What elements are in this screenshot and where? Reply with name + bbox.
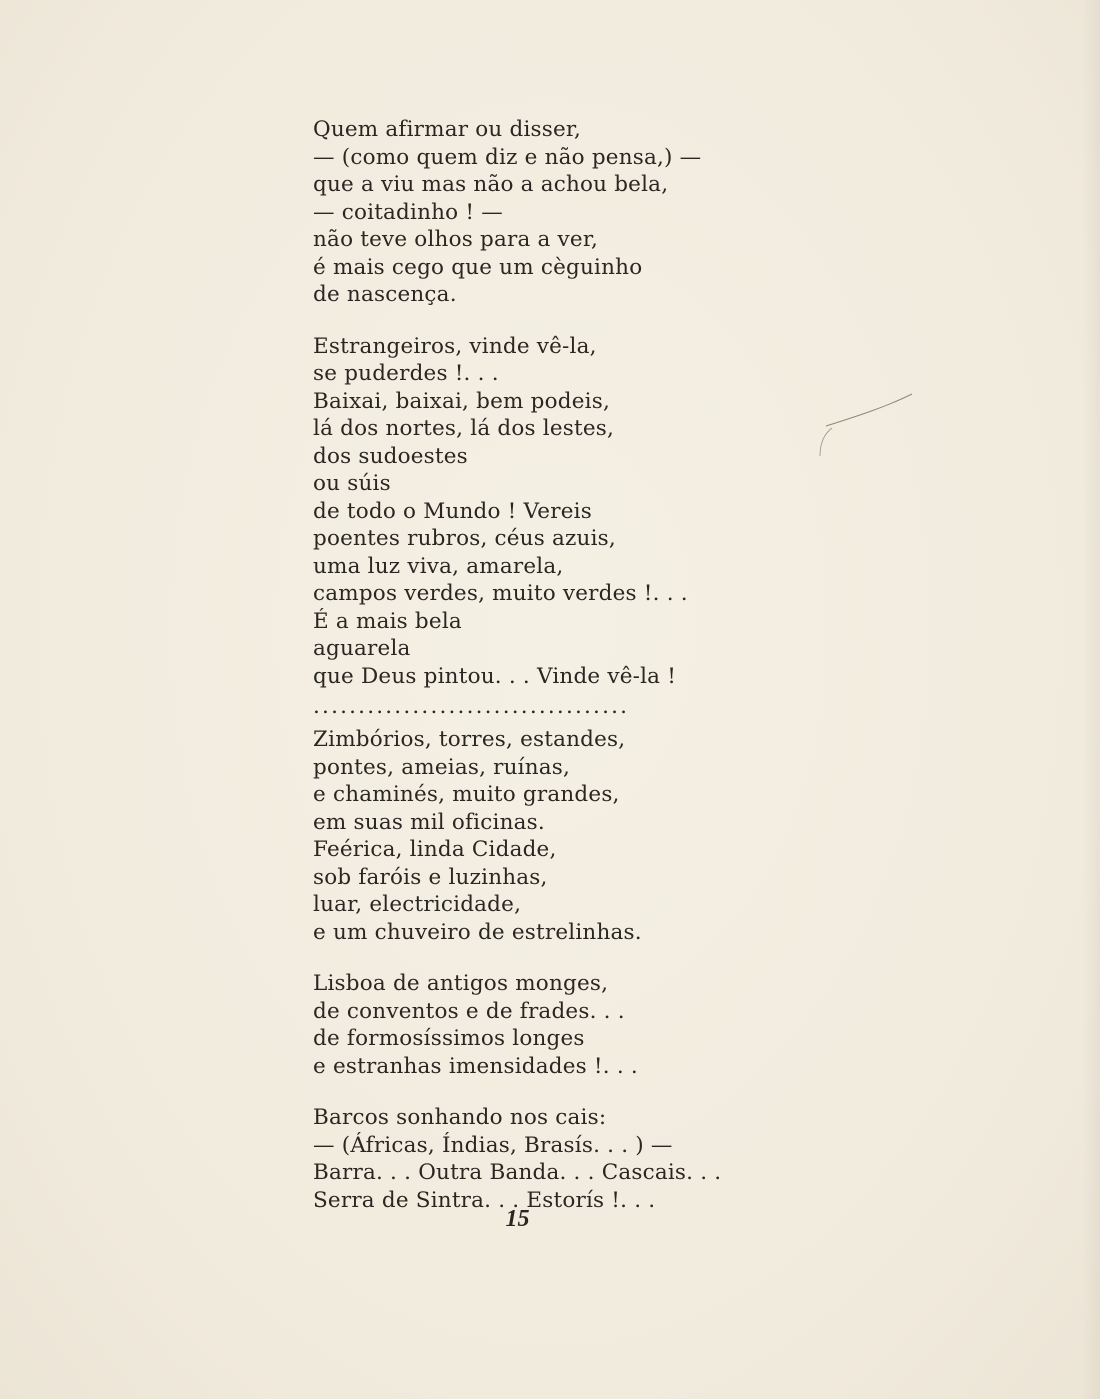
poem-line: — (como quem diz e não pensa,) — [313, 144, 702, 170]
poem-line: dos sudoestes [313, 443, 468, 469]
poem-line: poentes rubros, céus azuis, [313, 526, 616, 551]
poem-line: Feérica, linda Cidade, [313, 837, 557, 862]
poem-line: campos verdes, muito verdes !. . . [313, 581, 688, 606]
poem-line: É a mais bela [313, 608, 462, 634]
poem-line: sob faróis e luzinhas, [313, 864, 548, 890]
poem-line: Quem afirmar ou disser, [313, 117, 582, 142]
poem-line: Lisboa de antigos monges, [313, 971, 609, 996]
poem-line: — coitadinho ! — [313, 199, 503, 225]
poem-line: Barcos sonhando nos cais: [313, 1105, 607, 1130]
poem-line: luar, electricidade, [313, 892, 522, 917]
poem-line: em suas mil oficinas. [313, 809, 545, 835]
poem-line: lá dos nortes, lá dos lestes, [313, 416, 615, 441]
poem-line: e estranhas imensidades !. . . [313, 1053, 638, 1079]
poem-line: Serra de Sintra. . . Estorís !. . . [313, 1187, 656, 1213]
poem-line: de formosíssimos longes [313, 1026, 585, 1051]
paper-mark [808, 392, 918, 462]
poem-line: de todo o Mundo ! Vereis [313, 498, 592, 524]
poem-line: e um chuveiro de estrelinhas. [313, 919, 642, 945]
poem-line: Barra. . . Outra Banda. . . Cascais. . . [313, 1160, 722, 1185]
poem-line: de nascença. [313, 282, 457, 307]
poem-line: Baixai, baixai, bem podeis, [313, 388, 610, 414]
stanza-1 [313, 116, 753, 309]
poem-line: ou súis [313, 471, 391, 496]
stanza-2 [313, 333, 753, 691]
poem-line: se puderdes !. . . [313, 361, 499, 386]
dotted-separator: ................................... [313, 700, 630, 719]
poem [313, 116, 753, 1214]
stanza-5 [313, 1104, 753, 1214]
poem-line: não teve olhos para a ver, [313, 227, 598, 252]
poem-line: uma luz viva, amarela, [313, 553, 564, 579]
poem-line: de conventos e de frades. . . [313, 998, 625, 1024]
poem-line: Estrangeiros, vinde vê-la, [313, 333, 597, 359]
poem-line: pontes, ameias, ruínas, [313, 754, 571, 780]
poem-line: que Deus pintou. . . Vinde vê-la ! [313, 663, 677, 689]
page-edge-shadow [1082, 0, 1100, 1399]
poem-line: que a viu mas não a achou bela, [313, 172, 669, 197]
stanza-4 [313, 970, 753, 1080]
stanza-3 [313, 700, 753, 946]
poem-line: aguarela [313, 636, 411, 661]
page-number: 15 [505, 1206, 530, 1232]
poem-line: é mais cego que um cèguinho [313, 254, 643, 280]
poem-line: — (Áfricas, Índias, Brasís. . . ) — [313, 1132, 673, 1158]
poem-line: Zimbórios, torres, estandes, [313, 727, 626, 752]
poem-line: e chaminés, muito grandes, [313, 782, 620, 807]
